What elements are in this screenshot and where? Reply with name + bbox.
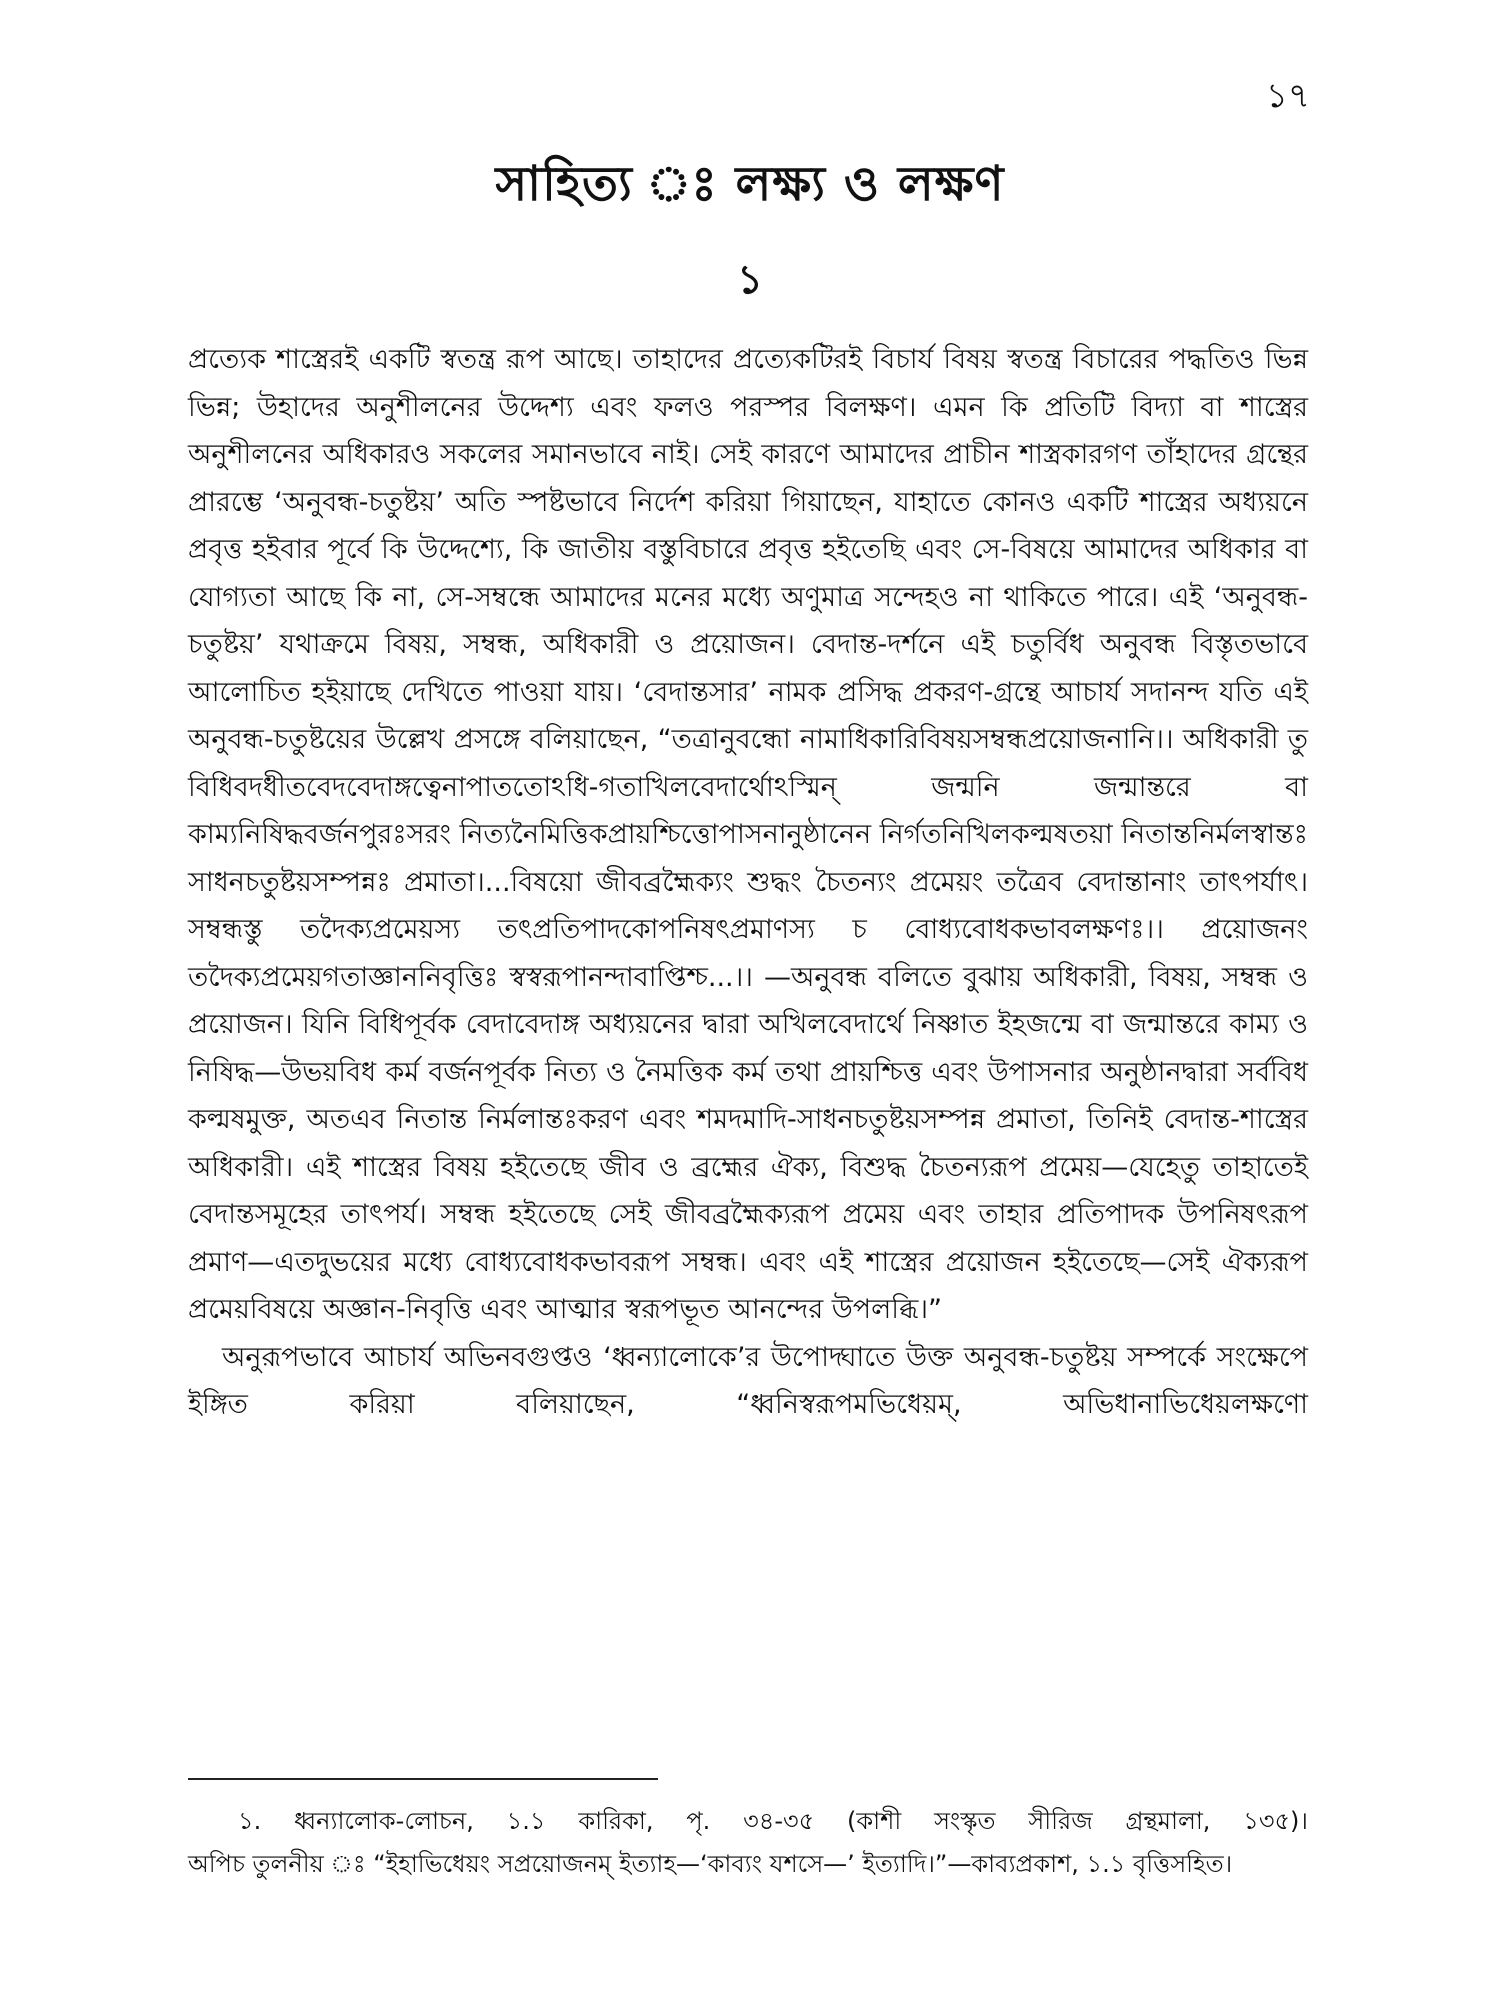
section-number: ১ [737, 257, 763, 303]
paragraph-1: প্রত্যেক শাস্ত্রেরই একটি স্বতন্ত্র রূপ আছে। তাহাদের প্রত্যেকটিরই বিচার্য বিষয় স্বতন্ত্র বিচারের পদ্ধতিও ভিন্ন ভিন্ন; উহাদের অনুশীলনের উদ্দেশ্য এবং ফলও পরস্পর বিলক্ষণ। এমন কি প্রতিটি বিদ্যা বা শাস্ত্রের অনুশীলনের অধিকারও সকলের সমানভাবে নাই। সেই কারণে আমাদের প্রাচীন শাস্ত্রকারগণ তাঁহাদের গ্রন্থের প্রারম্ভে ‘অনুবন্ধ-চতুষ্টয়’ অতি স্পষ্টভাবে নির্দেশ করিয়া গিয়াছেন, যাহাতে কোনও একটি শাস্ত্রের অধ্যয়নে প্রবৃত্ত হইবার পূর্বে কি উদ্দেশ্যে, কি জাতীয় বস্তুবিচারে প্রবৃত্ত হইতেছি এবং সে-বিষয়ে আমাদের অধিকার বা যোগ্যতা আছে কি না, সে-সম্বন্ধে আমাদের মনের মধ্যে অণুমাত্র সন্দেহও না থাকিতে পারে। এই ‘অনুবন্ধ-চতুষ্টয়’ যথাক্রমে বিষয়, সম্বন্ধ, অধিকারী ও প্রয়োজন। বেদান্ত-দর্শনে এই চতুর্বিধ অনুবন্ধ বিস্তৃতভাবে আলোচিত হইয়াছে দেখিতে পাওয়া যায়। ‘বেদান্তসার’ নামক প্রসিদ্ধ প্রকরণ-গ্রন্থে আচার্য সদানন্দ যতি এই অনুবন্ধ-চতুষ্টয়ের উল্লেখ প্রসঙ্গে বলিয়াছেন, “তত্রানুবন্ধো নামাধিকারিবিষয়সম্বন্ধপ্রয়োজনানি।। অধিকারী তু বিধিবদধীতবেদবেদাঙ্গত্বেনাপাততোঽধি-গতাখিলবেদার্থোঽস্মিন্ জন্মনি জন্মান্তরে বা কাম্যনিষিদ্ধবর্জনপুরঃসরং নিত্যনৈমিত্তিকপ্রায়শ্চিত্তোপাসনানুষ্ঠানেন নির্গতনিখিলকল্মষতয়া নিতান্তনির্মলস্বান্তঃ সাধনচতুষ্টয়সম্পন্নঃ প্রমাতা।...বিষয়ো জীবব্রহ্মৈক্যং শুদ্ধং চৈতন্যং প্রমেয়ং তত্রৈব বেদান্তানাং তাৎপর্যাৎ। সম্বন্ধস্তু তদৈক্যপ্রমেয়স্য তৎপ্রতিপাদকোপনিষৎপ্রমাণস্য চ বোধ্যবোধকভাবলক্ষণঃ।। প্রয়োজনং তদৈক্যপ্রমেয়গতাজ্ঞাননিবৃত্তিঃ স্বস্বরূপানন্দাবাপ্তিশ্চ...।। —অনুবন্ধ বলিতে বুঝায় অধিকারী, বিষয়, সম্বন্ধ ও প্রয়োজন। যিনি বিধিপূর্বক বেদাবেদাঙ্গ অধ্যয়নের দ্বারা অখিলবেদার্থে নিষ্ণাত ইহজন্মে বা জন্মান্তরে কাম্য ও নিষিদ্ধ—উভয়বিধ কর্ম বর্জনপূর্বক নিত্য ও নৈমত্তিক কর্ম তথা প্রায়শ্চিত্ত এবং উপাসনার অনুষ্ঠানদ্বারা সর্ববিধ কল্মষমুক্ত, অতএব নিতান্ত নির্মলান্তঃকরণ এবং শমদমাদি-সাধনচতুষ্টয়সম্পন্ন প্রমাতা, তিনিই বেদান্ত-শাস্ত্রের অধিকারী। এই শাস্ত্রের বিষয় হইতেছে জীব ও ব্রহ্মের ঐক্য, বিশুদ্ধ চৈতন্যরূপ প্রমেয়—যেহেতু তাহাতেই বেদান্তসমূহের তাৎপর্য। সম্বন্ধ হইতেছে সেই জীবব্রহ্মৈক্যরূপ প্রমেয় এবং তাহার প্রতিপাদক উপনিষৎরূপ প্রমাণ—এতদুভয়ের মধ্যে বোধ্যবোধকভাবরূপ সম্বন্ধ। এবং এই শাস্ত্রের প্রয়োজন হইতেছে—সেই ঐক্যরূপ প্রমেয়বিষয়ে অজ্ঞান-নিবৃত্তি এবং আত্মার স্বরূপভূত আনন্দের উপলব্ধি।” [188, 344, 1308, 1325]
footnote-1-comparison: অপিচ তুলনীয় ঃ “ইহাভিধেয়ং সপ্রয়োজনম্ ইত্যাহ—‘কাব্যং যশসে—’ ইত্যাদি।”—কাব্যপ্রকাশ, ১.১ বৃত্তিসহিত। [188, 1850, 1233, 1878]
footnote-divider [188, 1778, 658, 1780]
page-number: ১৭ [1265, 76, 1310, 116]
chapter-title: সাহিত্য ঃ লক্ষ্য ও লক্ষণ [495, 156, 1005, 212]
paragraph-2: অনুরূপভাবে আচার্য অভিনবগুপ্তও ‘ধ্বন্যালোকে’র উপোদ্ঘাতে উক্ত অনুবন্ধ-চতুষ্টয় সম্পর্কে সংক্ষেপে ইঙ্গিত করিয়া বলিয়াছেন, “ধ্বনিস্বরূপমভিধেয়ম্, অভিধানাভিধেয়লক্ষণো [188, 1341, 1308, 1420]
body-text [188, 336, 1308, 1429]
footnotes [188, 1800, 1308, 1886]
footnote-1-citation: ১. ধ্বন্যালোক-লোচন, ১.১ কারিকা, পৃ. ৩৪-৩৫ (কাশী সংস্কৃত সীরিজ গ্রন্থমালা, ১৩৫)। [238, 1807, 1308, 1835]
